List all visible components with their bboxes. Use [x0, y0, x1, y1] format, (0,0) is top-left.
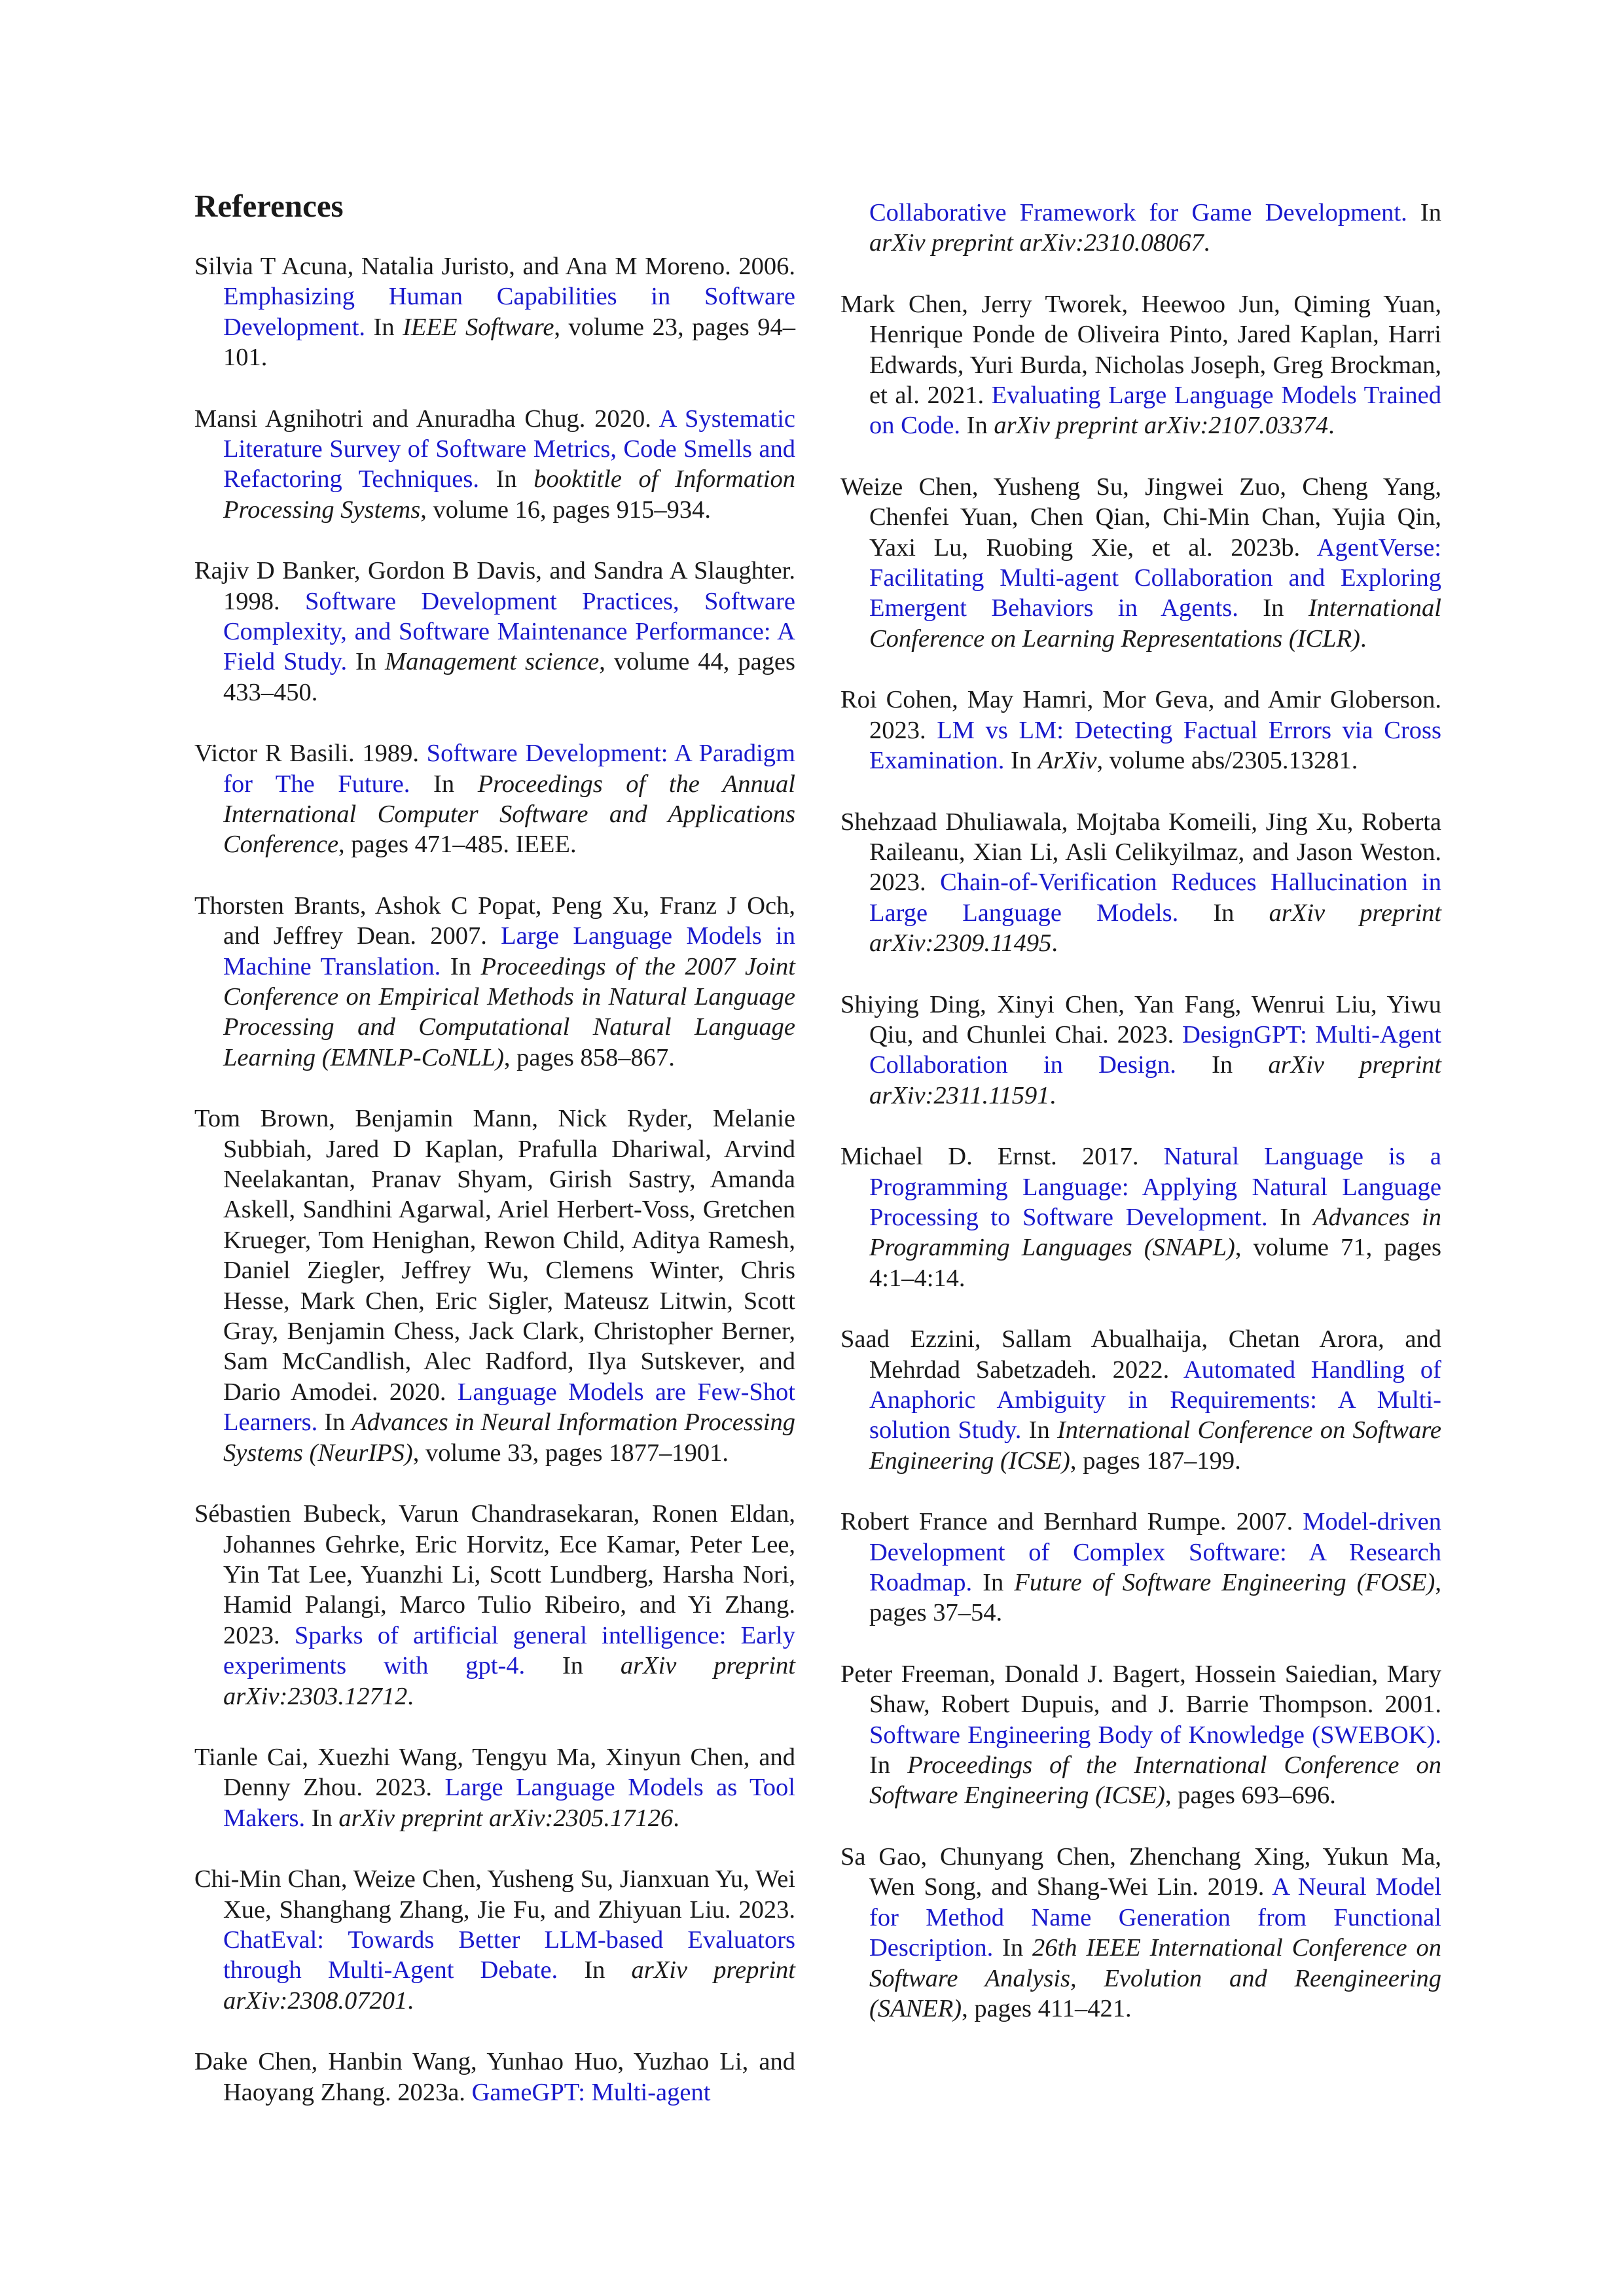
reference-entry [194, 738, 795, 860]
reference-connector: In [1267, 1203, 1313, 1231]
reference-venue: Future of Software Engineering (FOSE) [1014, 1569, 1435, 1597]
reference-entry [840, 1842, 1441, 2024]
reference-venue: International Conference on Learning Representations (ICLR) [869, 594, 1441, 653]
reference-connector: In [410, 770, 478, 798]
reference-venue: 26th IEEE International Conference on Software Analysis, Evolution and Reengineering (SANER) [869, 1934, 1442, 2022]
reference-connector: In [1407, 199, 1441, 226]
reference-connector: In [479, 465, 534, 493]
reference-details: , pages 471–485. IEEE. [338, 831, 577, 859]
reference-connector: In [1021, 1416, 1057, 1444]
reference-title-link[interactable]: Software Development: A Paradigm for The Future. [223, 740, 795, 798]
reference-details: . [407, 1682, 414, 1710]
reference-entry [194, 251, 795, 373]
reference-entry [194, 891, 795, 1073]
reference-connector: In [441, 952, 481, 980]
reference-entry [840, 1659, 1441, 1811]
reference-entry [194, 1499, 795, 1712]
reference-authors: Roi Cohen, May Hamri, Mor Geva, and Amir Globerson. 2023. [840, 686, 1441, 744]
reference-details: , pages 858–867. [503, 1043, 675, 1071]
reference-authors: Michael D. Ernst. 2017. [840, 1143, 1164, 1171]
reference-title-link[interactable]: A Systematic Literature Survey of Software Metrics, Code Smells and Refactoring Techniques. [223, 404, 796, 493]
reference-title-link[interactable]: GameGPT: Multi-agent [471, 2078, 711, 2106]
reference-venue: International Conference on Software Engineering (ICSE) [869, 1416, 1441, 1475]
reference-title-link[interactable]: Emphasizing Human Capabilities in Software Development. [223, 283, 795, 341]
reference-connector: In [1178, 899, 1269, 927]
reference-authors: Chi-Min Chan, Weize Chen, Yusheng Su, Jianxuan Yu, Wei Xue, Shanghang Zhang, Jie Fu, and Zhiyuan Liu. 2023. [194, 1865, 795, 1924]
reference-title-link[interactable]: Automated Handling of Anaphoric Ambiguity in Requirements: A Multi-solution Study. [869, 1355, 1441, 1444]
reference-details: , volume 33, pages 1877–1901. [412, 1439, 729, 1467]
reference-details: , pages 37–54. [869, 1569, 1441, 1627]
reference-venue: Proceedings of the 2007 Joint Conference on Empirical Methods in Natural Language Processing and Computational Natural Language Learning (EMNLP-CoNLL) [223, 952, 795, 1071]
reference-connector: In [960, 412, 994, 440]
reference-details: , volume 16, pages 915–934. [420, 495, 711, 524]
reference-authors: Victor R Basili. 1989. [194, 740, 427, 768]
reference-connector: In [305, 1804, 339, 1832]
reference-title-link[interactable]: Large Language Models as Tool Makers. [223, 1774, 795, 1832]
reference-title-link[interactable]: DesignGPT: Multi-Agent Collaboration in Design. [869, 1020, 1441, 1079]
reference-list-right [840, 198, 1441, 2024]
reference-entry [194, 2047, 795, 2108]
references-column-right [840, 198, 1441, 2054]
reference-title-link[interactable]: Collaborative Framework for Game Development. [869, 199, 1407, 226]
reference-authors: Rajiv D Banker, Gordon B Davis, and Sandra A Slaughter. 1998. [194, 557, 795, 615]
reference-venue: arXiv preprint arXiv:2303.12712 [223, 1652, 795, 1710]
reference-venue: arXiv preprint arXiv:2310.08067 [869, 229, 1204, 257]
reference-connector: In [525, 1652, 621, 1680]
reference-title-link[interactable]: AgentVerse: Facilitating Multi-agent Collaboration and Exploring Emergent Behaviors in Agents. [869, 533, 1441, 622]
reference-details: . [1328, 412, 1335, 440]
reference-authors: Peter Freeman, Donald J. Bagert, Hossein Saiedian, Mary Shaw, Robert Dupuis, and J. Barrie Thompson. 2001. [840, 1660, 1441, 1719]
reference-connector: In [1004, 747, 1038, 775]
reference-authors: Tianle Cai, Xuezhi Wang, Tengyu Ma, Xinyun Chen, and Denny Zhou. 2023. [194, 1743, 795, 1802]
reference-connector: In [972, 1569, 1015, 1597]
reference-connector: In [317, 1408, 352, 1437]
reference-venue: arXiv preprint arXiv:2305.17126 [338, 1804, 674, 1832]
reference-venue: arXiv preprint arXiv:2309.11495 [869, 899, 1441, 958]
reference-venue: ArXiv [1038, 747, 1097, 775]
reference-entry [840, 289, 1441, 441]
reference-details: . [1203, 229, 1210, 257]
reference-entry [194, 404, 795, 526]
reference-authors: Shiying Ding, Xinyi Chen, Yan Fang, Wenrui Liu, Yiwu Qiu, and Chunlei Chai. 2023. [840, 990, 1441, 1049]
reference-details: . [1049, 1081, 1056, 1109]
reference-entry [194, 1742, 795, 1833]
reference-venue: booktitle of Information Processing Systems [223, 465, 796, 524]
reference-details: , volume abs/2305.13281. [1096, 747, 1358, 775]
reference-details: , pages 693–696. [1164, 1782, 1336, 1810]
reference-authors: Tom Brown, Benjamin Mann, Nick Ryder, Melanie Subbiah, Jared D Kaplan, Prafulla Dhariwal, Arvind Neelakantan, Pranav Shyam, Girish Sastry, Amanda Askell, Sandhini Agarwal, Ariel Herbert-Voss, Gretchen Krueger, Tom Henighan, Rewon Child, Aditya Ramesh, Daniel Ziegler, Jeffrey Wu, Clemens Winter, Chris Hesse, Mark Chen, Eric Sigler, Mateusz Litwin, Scott Gray, Benjamin Chess, Jack Clark, Christopher Berner, Sam McCandlish, Alec Radford, Ilya Sutskever, and Dario Amodei. 2020. [194, 1105, 795, 1406]
reference-details: , pages 411–421. [962, 1994, 1132, 2022]
reference-connector: In [993, 1934, 1033, 1962]
reference-authors: Mark Chen, Jerry Tworek, Heewoo Jun, Qiming Yuan, Henrique Ponde de Oliveira Pinto, Jared Kaplan, Harri Edwards, Yuri Burda, Nicholas Joseph, Greg Brockman, et al. 2021. [840, 290, 1441, 410]
reference-venue: Proceedings of the International Conference on Software Engineering (ICSE) [869, 1751, 1441, 1810]
reference-title-link[interactable]: Software Development Practices, Software Complexity, and Software Maintenance Performance: A Field Study. [223, 587, 796, 676]
reference-authors: Mansi Agnihotri and Anuradha Chug. 2020. [194, 404, 659, 433]
reference-authors: Sébastien Bubeck, Varun Chandrasekaran, Ronen Eldan, Johannes Gehrke, Eric Horvitz, Ece Kamar, Peter Lee, Yin Tat Lee, Yuanzhi Li, Scott Lundberg, Harsha Nori, Hamid Palangi, Marco Tulio Ribeiro, and Yi Zhang. 2023. [194, 1500, 795, 1649]
reference-title-link[interactable]: LM vs LM: Detecting Factual Errors via Cross Examination. [869, 716, 1441, 775]
reference-authors: Saad Ezzini, Sallam Abualhaija, Chetan Arora, and Mehrdad Sabetzadeh. 2022. [840, 1325, 1441, 1384]
reference-entry [840, 198, 1441, 259]
reference-connector: In [347, 648, 386, 676]
references-column-left [194, 188, 795, 2138]
reference-connector: In [365, 313, 403, 341]
reference-connector: In [558, 1956, 632, 1984]
reference-venue: Proceedings of the Annual International Computer Software and Applications Conference [223, 770, 796, 859]
reference-entry [840, 685, 1441, 776]
reference-venue: Advances in Programming Languages (SNAPL) [869, 1203, 1441, 1262]
reference-venue: arXiv preprint arXiv:2107.03374 [994, 412, 1329, 440]
reference-details: , volume 44, pages 433–450. [223, 648, 796, 706]
reference-entry [840, 807, 1441, 959]
section-title: References [194, 188, 344, 224]
reference-title-link[interactable]: Natural Language is a Programming Language: Applying Natural Language Processing to Software Development. [869, 1143, 1441, 1231]
reference-entry [840, 1324, 1441, 1476]
reference-entry [840, 990, 1441, 1111]
reference-details: , volume 71, pages 4:1–4:14. [869, 1234, 1442, 1292]
reference-title-link[interactable]: Model-driven Development of Complex Software: A Research Roadmap. [869, 1508, 1441, 1597]
reference-authors: Dake Chen, Hanbin Wang, Yunhao Huo, Yuzhao Li, and Haoyang Zhang. 2023a. [194, 2048, 795, 2106]
reference-venue: arXiv preprint arXiv:2311.11591 [869, 1051, 1441, 1109]
reference-details: . [1051, 929, 1058, 958]
reference-title-link[interactable]: Language Models are Few-Shot Learners. [223, 1378, 795, 1437]
reference-title-link[interactable]: ChatEval: Towards Better LLM-based Evaluators through Multi-Agent Debate. [223, 1926, 795, 1984]
reference-connector: In [1238, 594, 1308, 622]
reference-details: . [673, 1804, 679, 1832]
reference-title-link[interactable]: Large Language Models in Machine Translation. [223, 922, 795, 980]
reference-authors: Robert France and Bernhard Rumpe. 2007. [840, 1508, 1303, 1536]
reference-entry [840, 1141, 1441, 1293]
reference-title-link[interactable]: A Neural Model for Method Name Generation from Functional Description. [869, 1873, 1441, 1962]
reference-title-link[interactable]: Evaluating Large Language Models Trained on Code. [869, 382, 1441, 440]
reference-list-left [194, 251, 795, 2108]
reference-entry [194, 1103, 795, 1468]
reference-authors: Shehzaad Dhuliawala, Mojtaba Komeili, Jing Xu, Roberta Raileanu, Xian Li, Asli Celikyilmaz, and Jason Weston. 2023. [840, 808, 1441, 897]
reference-details: . [407, 1986, 414, 2015]
reference-connector: In [1176, 1051, 1269, 1079]
reference-details: , volume 23, pages 94–101. [223, 313, 795, 372]
reference-title-link[interactable]: Sparks of artificial general intelligence: Early experiments with gpt-4. [223, 1621, 796, 1680]
reference-authors: Thorsten Brants, Ashok C Popat, Peng Xu, Franz J Och, and Jeffrey Dean. 2007. [194, 891, 795, 950]
reference-venue: arXiv preprint arXiv:2308.07201 [223, 1956, 795, 2015]
reference-entry [194, 1864, 795, 2016]
reference-details: , pages 187–199. [1070, 1446, 1241, 1475]
reference-venue: Management science [385, 648, 600, 676]
reference-title-link[interactable]: Chain-of-Verification Reduces Hallucination in Large Language Models. [869, 869, 1442, 927]
reference-authors: Silvia T Acuna, Natalia Juristo, and Ana M Moreno. 2006. [194, 252, 795, 280]
reference-authors: Sa Gao, Chunyang Chen, Zhenchang Xing, Yukun Ma, Wen Song, and Shang-Wei Lin. 2019. [840, 1842, 1441, 1901]
reference-venue: IEEE Software [403, 313, 554, 341]
reference-entry [840, 1507, 1441, 1628]
reference-venue: Advances in Neural Information Processing Systems (NeurIPS) [223, 1408, 795, 1467]
reference-details: . [1360, 624, 1367, 653]
reference-authors: Weize Chen, Yusheng Su, Jingwei Zuo, Cheng Yang, Chenfei Yuan, Chen Qian, Chi-Min Chan, Yujia Qin, Yaxi Lu, Ruobing Xie, et al. 2023b. [840, 473, 1441, 562]
reference-connector: In [869, 1751, 908, 1780]
reference-entry [194, 556, 795, 708]
reference-title-link[interactable]: Software Engineering Body of Knowledge (SWEBOK). [869, 1721, 1441, 1749]
reference-entry [840, 472, 1441, 654]
